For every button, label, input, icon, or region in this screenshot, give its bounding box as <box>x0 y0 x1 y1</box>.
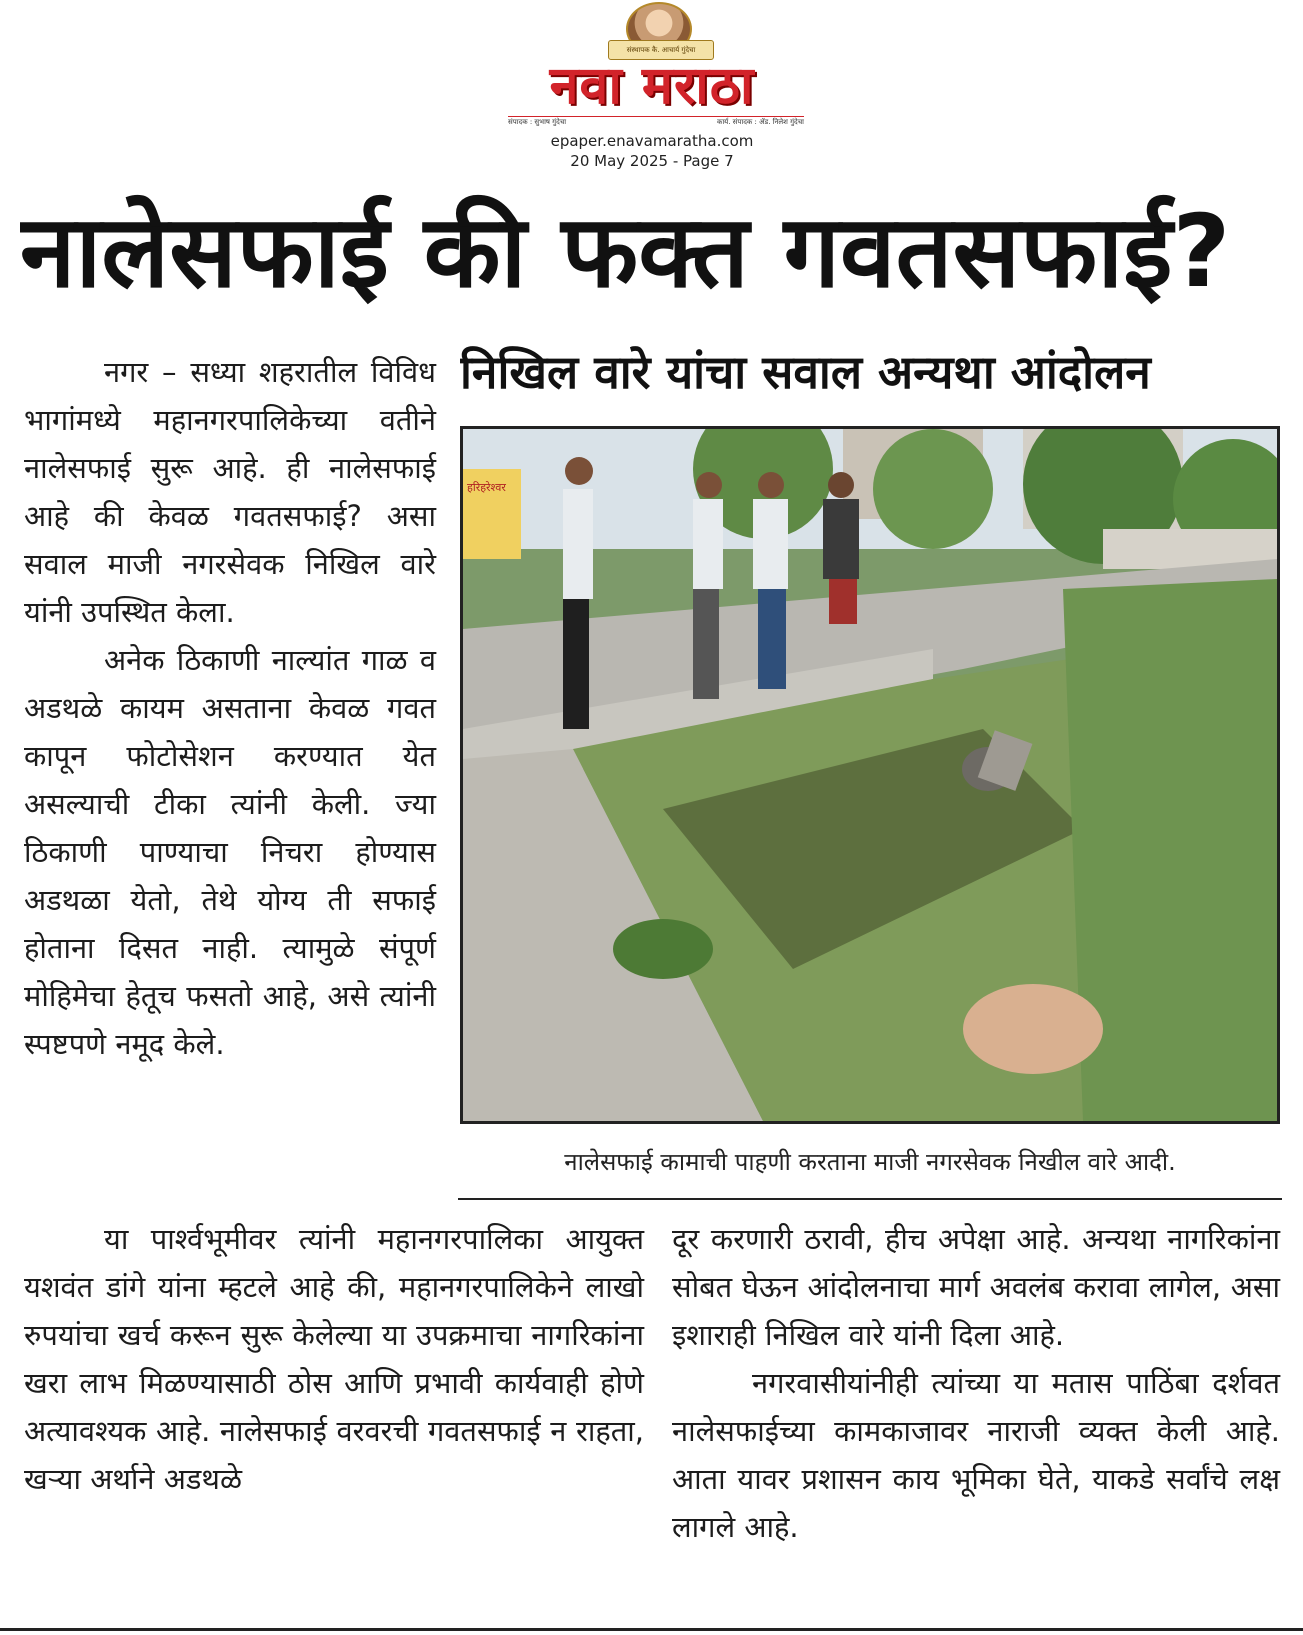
photo-caption: नालेसफाई कामाची पाहणी करताना माजी नगरसेवक निखील वारे आदी. <box>564 1148 1176 1176</box>
epaper-website[interactable]: epaper.enavamaratha.com <box>550 132 754 150</box>
article-subheadline: निखिल वारे यांचा सवाल अन्यथा आंदोलन <box>460 345 1151 399</box>
article-photo <box>460 426 1280 1124</box>
article-headline: नालेसफाई की फक्त गवतसफाई? <box>20 193 1231 310</box>
article-column-2 <box>24 1215 644 1503</box>
article-column-3 <box>672 1215 1280 1551</box>
newspaper-logo: नवा मराठा <box>549 56 755 116</box>
paragraph: नगरवासीयांनीही त्यांच्या या मतास पाठिंबा दर्शवत नालेसफाईच्या कामकाजावर नाराजी व्यक्त केली आहे. आता यावर प्रशासन काय भूमिका घेते, याकडे सर्वांचे लक्ष लागले आहे. <box>672 1366 1280 1544</box>
logo-editor-line <box>508 116 804 130</box>
exec-editor-note: कार्य. संपादक : ॲड. निलेश गुंदेचा <box>716 118 804 126</box>
page-bottom-rule <box>0 1628 1303 1631</box>
sign-board-text: हरिहरेश्वर <box>467 481 506 494</box>
editor-note: संपादक : सुभाष गुंदेचा <box>508 118 567 126</box>
paragraph: या पार्श्वभूमीवर त्यांनी महानगरपालिका आयुक्त यशवंत डांगे यांना म्हटले आहे की, महानगरपालिकेने लाखो रुपयांचा खर्च करून सुरू केलेल्या या उपक्रमाचा नागरिकांना खरा लाभ मिळण्यासाठी ठोस आणि प्रभावी कार्यवाही होणे अत्यावश्यक आहे. नालेसफाई वरवरची गवतसफाई न राहता, खऱ्या अर्थाने अडथळे <box>24 1222 644 1496</box>
paragraph: दूर करणारी ठरावी, हीच अपेक्षा आहे. अन्यथा नागरिकांना सोबत घेऊन आंदोलनाचा मार्ग अवलंब करावा लागेल, असा इशाराही निखिल वारे यांनी दिला आहे. <box>672 1222 1280 1352</box>
paragraph: अनेक ठिकाणी नाल्यांत गाळ व अडथळे कायम असताना केवळ गवत कापून फोटोसेशन करण्यात येत असल्याची टीका त्यांनी केली. ज्या ठिकाणी पाण्याचा निचरा होण्यास अडथळा येतो, तेथे योग्य ती सफाई होताना दिसत नाही. त्यामुळे संपूर्ण मोहिमेचा हेतूच फसतो आहे, असे त्यांनी स्पष्टपणे नमूद केले. <box>24 643 436 1061</box>
founder-ribbon: संस्थापक कै. आचार्य गुंदेचा <box>608 40 714 60</box>
masthead <box>0 0 1303 175</box>
paragraph: नगर – सध्या शहरातील विविध भागांमध्ये महानगरपालिकेच्या वतीने नालेसफाई सुरू आहे. ही नालेसफाई आहे की केवळ गवतसफाई? असा सवाल माजी नगरसेवक निखिल वारे यांनी उपस्थित केला. <box>24 355 436 629</box>
caption-divider <box>458 1198 1282 1200</box>
article-column-1 <box>24 348 436 1068</box>
issue-date-page: 20 May 2025 - Page 7 <box>570 152 734 170</box>
